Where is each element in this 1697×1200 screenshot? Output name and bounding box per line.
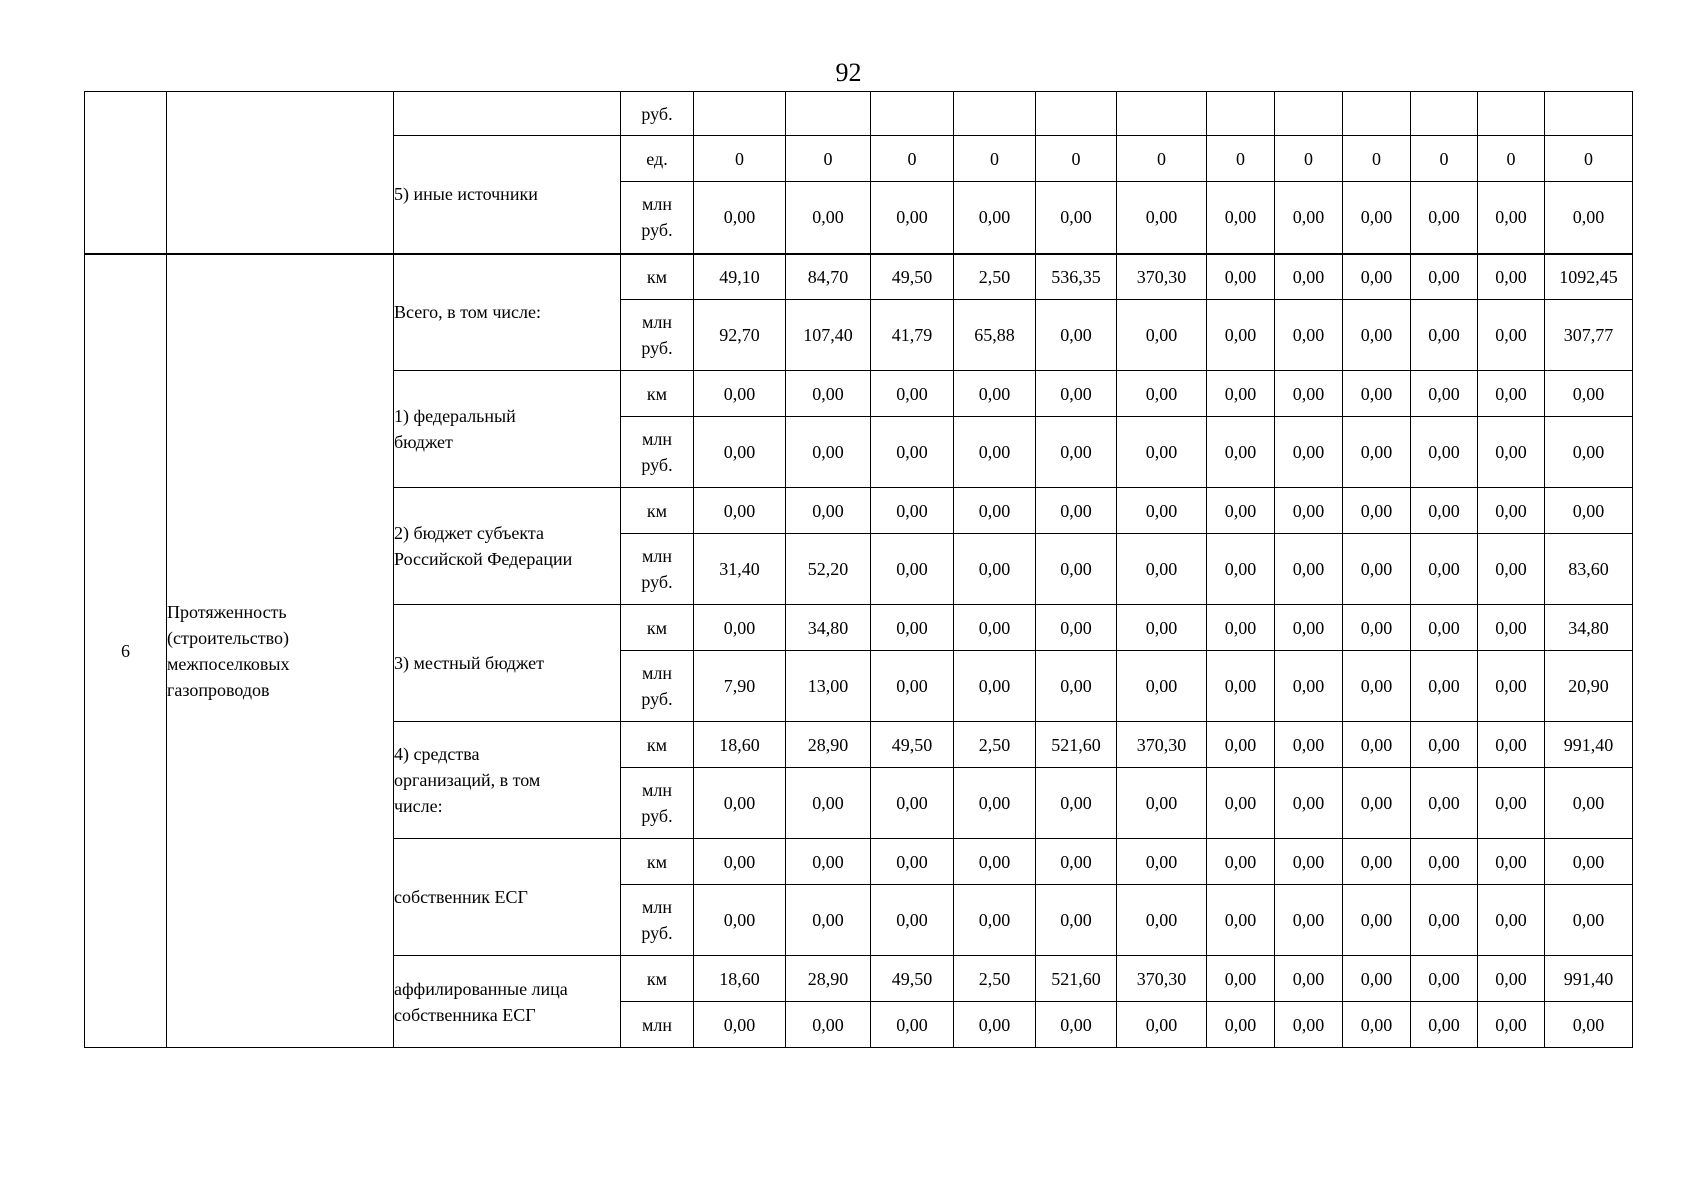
unit-cell: млн руб. bbox=[621, 885, 694, 956]
value-cell: 7,90 bbox=[694, 651, 786, 722]
value-cell: 0,00 bbox=[1343, 300, 1411, 371]
value-cell: 0,00 bbox=[1207, 722, 1275, 768]
unit-cell: км bbox=[621, 956, 694, 1002]
value-cell: 31,40 bbox=[694, 534, 786, 605]
value-cell: 0,00 bbox=[1207, 605, 1275, 651]
table-row bbox=[85, 254, 1633, 300]
value-cell: 0,00 bbox=[1343, 722, 1411, 768]
table-body bbox=[85, 92, 1633, 1048]
value-cell: 536,35 bbox=[1036, 254, 1117, 300]
value-cell: 0,00 bbox=[1117, 182, 1207, 254]
value-cell: 0,00 bbox=[1275, 182, 1343, 254]
value-cell: 1092,45 bbox=[1545, 254, 1633, 300]
value-cell: 0,00 bbox=[1545, 839, 1633, 885]
value-cell: 0,00 bbox=[786, 182, 871, 254]
value-cell: 0,00 bbox=[1207, 768, 1275, 839]
budget-table bbox=[84, 91, 1633, 1048]
value-cell: 13,00 bbox=[786, 651, 871, 722]
value-cell: 0,00 bbox=[1036, 371, 1117, 417]
value-cell: 0,00 bbox=[871, 371, 954, 417]
value-cell: 2,50 bbox=[954, 254, 1036, 300]
value-cell: 0,00 bbox=[1411, 254, 1478, 300]
value-cell: 0,00 bbox=[1036, 534, 1117, 605]
value-cell: 34,80 bbox=[786, 605, 871, 651]
value-cell bbox=[1411, 92, 1478, 136]
value-cell: 0,00 bbox=[1545, 182, 1633, 254]
value-cell: 0 bbox=[1343, 136, 1411, 182]
value-cell: 0,00 bbox=[694, 417, 786, 488]
value-cell: 0,00 bbox=[1275, 417, 1343, 488]
value-cell: 0,00 bbox=[1275, 371, 1343, 417]
value-cell: 0,00 bbox=[871, 534, 954, 605]
value-cell: 0,00 bbox=[1207, 956, 1275, 1002]
value-cell: 0 bbox=[1036, 136, 1117, 182]
value-cell: 83,60 bbox=[1545, 534, 1633, 605]
value-cell: 0,00 bbox=[1478, 182, 1545, 254]
value-cell: 0,00 bbox=[1545, 1002, 1633, 1048]
value-cell: 0,00 bbox=[786, 371, 871, 417]
value-cell: 18,60 bbox=[694, 722, 786, 768]
value-cell: 0,00 bbox=[1478, 534, 1545, 605]
value-cell: 0,00 bbox=[1275, 839, 1343, 885]
value-cell: 28,90 bbox=[786, 722, 871, 768]
value-cell: 0,00 bbox=[1117, 885, 1207, 956]
value-cell: 0,00 bbox=[1275, 488, 1343, 534]
value-cell: 107,40 bbox=[786, 300, 871, 371]
value-cell: 0,00 bbox=[954, 605, 1036, 651]
value-cell: 0,00 bbox=[1411, 839, 1478, 885]
value-cell: 0 bbox=[1545, 136, 1633, 182]
value-cell: 0,00 bbox=[1545, 371, 1633, 417]
source-cell: 1) федеральный бюджет bbox=[394, 371, 621, 488]
value-cell: 0,00 bbox=[1275, 1002, 1343, 1048]
value-cell: 0,00 bbox=[1275, 605, 1343, 651]
value-cell: 0,00 bbox=[1036, 300, 1117, 371]
value-cell: 0,00 bbox=[1411, 300, 1478, 371]
number-cell bbox=[85, 92, 167, 254]
value-cell: 0 bbox=[871, 136, 954, 182]
value-cell: 0,00 bbox=[1343, 254, 1411, 300]
value-cell: 0,00 bbox=[1275, 300, 1343, 371]
value-cell: 0,00 bbox=[871, 182, 954, 254]
unit-cell: ед. bbox=[621, 136, 694, 182]
value-cell: 0,00 bbox=[1275, 534, 1343, 605]
value-cell: 0,00 bbox=[694, 768, 786, 839]
value-cell: 0,00 bbox=[1207, 417, 1275, 488]
value-cell: 521,60 bbox=[1036, 722, 1117, 768]
value-cell: 0,00 bbox=[1117, 371, 1207, 417]
value-cell: 0,00 bbox=[1411, 371, 1478, 417]
value-cell: 0,00 bbox=[1343, 1002, 1411, 1048]
value-cell: 34,80 bbox=[1545, 605, 1633, 651]
value-cell: 0,00 bbox=[1275, 885, 1343, 956]
value-cell: 370,30 bbox=[1117, 722, 1207, 768]
value-cell: 0,00 bbox=[1411, 885, 1478, 956]
value-cell: 18,60 bbox=[694, 956, 786, 1002]
source-cell: собственник ЕСГ bbox=[394, 839, 621, 956]
indicator-number: 6 bbox=[85, 254, 167, 1048]
value-cell bbox=[1478, 92, 1545, 136]
value-cell: 0,00 bbox=[694, 605, 786, 651]
value-cell: 521,60 bbox=[1036, 956, 1117, 1002]
value-cell: 370,30 bbox=[1117, 254, 1207, 300]
value-cell: 0,00 bbox=[871, 488, 954, 534]
value-cell: 20,90 bbox=[1545, 651, 1633, 722]
table-row bbox=[85, 92, 1633, 136]
unit-cell: млн руб. bbox=[621, 534, 694, 605]
unit-cell: км bbox=[621, 722, 694, 768]
value-cell: 0,00 bbox=[954, 534, 1036, 605]
value-cell: 0,00 bbox=[1545, 488, 1633, 534]
value-cell: 0,00 bbox=[1478, 488, 1545, 534]
value-cell: 49,50 bbox=[871, 956, 954, 1002]
value-cell: 0,00 bbox=[694, 182, 786, 254]
value-cell: 0,00 bbox=[1036, 488, 1117, 534]
value-cell: 0,00 bbox=[1411, 768, 1478, 839]
value-cell: 0,00 bbox=[871, 605, 954, 651]
value-cell: 0,00 bbox=[1117, 1002, 1207, 1048]
value-cell: 84,70 bbox=[786, 254, 871, 300]
value-cell: 0,00 bbox=[694, 885, 786, 956]
value-cell: 0,00 bbox=[1036, 768, 1117, 839]
value-cell: 0,00 bbox=[1343, 956, 1411, 1002]
unit-cell: млн bbox=[621, 1002, 694, 1048]
value-cell: 0,00 bbox=[1478, 651, 1545, 722]
value-cell: 0,00 bbox=[1478, 839, 1545, 885]
value-cell: 0,00 bbox=[1036, 182, 1117, 254]
value-cell: 49,10 bbox=[694, 254, 786, 300]
value-cell: 0,00 bbox=[1478, 605, 1545, 651]
value-cell bbox=[1036, 92, 1117, 136]
value-cell: 0,00 bbox=[786, 885, 871, 956]
value-cell: 0,00 bbox=[1207, 885, 1275, 956]
page-number: 92 bbox=[835, 58, 862, 87]
value-cell: 0,00 bbox=[1207, 371, 1275, 417]
unit-cell: млн руб. bbox=[621, 768, 694, 839]
value-cell: 0,00 bbox=[1478, 956, 1545, 1002]
value-cell: 0,00 bbox=[1275, 651, 1343, 722]
value-cell: 0,00 bbox=[871, 417, 954, 488]
unit-cell: км bbox=[621, 839, 694, 885]
value-cell: 0,00 bbox=[954, 885, 1036, 956]
value-cell bbox=[1343, 92, 1411, 136]
value-cell: 0,00 bbox=[1411, 417, 1478, 488]
value-cell: 0,00 bbox=[1036, 885, 1117, 956]
value-cell bbox=[694, 92, 786, 136]
value-cell: 0,00 bbox=[1343, 768, 1411, 839]
value-cell: 0,00 bbox=[1275, 956, 1343, 1002]
value-cell: 370,30 bbox=[1117, 956, 1207, 1002]
source-cell: 2) бюджет субъекта Российской Федерации bbox=[394, 488, 621, 605]
value-cell: 0,00 bbox=[954, 839, 1036, 885]
source-cell: 5) иные источники bbox=[394, 136, 621, 254]
value-cell: 0 bbox=[1117, 136, 1207, 182]
source-cell: Всего, в том числе: bbox=[394, 254, 621, 371]
value-cell: 0,00 bbox=[1275, 722, 1343, 768]
value-cell: 0,00 bbox=[1117, 651, 1207, 722]
source-cell: 3) местный бюджет bbox=[394, 605, 621, 722]
value-cell: 0,00 bbox=[871, 885, 954, 956]
value-cell bbox=[1275, 92, 1343, 136]
value-cell: 0,00 bbox=[1207, 488, 1275, 534]
value-cell: 0,00 bbox=[954, 651, 1036, 722]
value-cell: 2,50 bbox=[954, 722, 1036, 768]
value-cell: 0,00 bbox=[1117, 417, 1207, 488]
value-cell: 0,00 bbox=[786, 839, 871, 885]
unit-cell: млн руб. bbox=[621, 417, 694, 488]
value-cell bbox=[954, 92, 1036, 136]
unit-cell: млн руб. bbox=[621, 300, 694, 371]
value-cell: 0,00 bbox=[1411, 182, 1478, 254]
value-cell: 0 bbox=[1411, 136, 1478, 182]
value-cell: 0,00 bbox=[1411, 605, 1478, 651]
value-cell: 0 bbox=[786, 136, 871, 182]
value-cell: 0,00 bbox=[1478, 300, 1545, 371]
value-cell: 0,00 bbox=[1478, 1002, 1545, 1048]
value-cell: 0,00 bbox=[954, 488, 1036, 534]
value-cell: 0,00 bbox=[1207, 534, 1275, 605]
unit-cell: млн руб. bbox=[621, 651, 694, 722]
value-cell: 0,00 bbox=[954, 768, 1036, 839]
value-cell: 0,00 bbox=[1117, 488, 1207, 534]
value-cell: 0,00 bbox=[1411, 651, 1478, 722]
value-cell: 0,00 bbox=[786, 417, 871, 488]
value-cell: 0,00 bbox=[694, 488, 786, 534]
value-cell: 0,00 bbox=[694, 371, 786, 417]
value-cell: 0 bbox=[954, 136, 1036, 182]
value-cell: 0,00 bbox=[1275, 254, 1343, 300]
value-cell: 0 bbox=[1478, 136, 1545, 182]
value-cell: 0,00 bbox=[1036, 417, 1117, 488]
value-cell: 307,77 bbox=[1545, 300, 1633, 371]
value-cell: 0,00 bbox=[954, 371, 1036, 417]
value-cell: 0,00 bbox=[954, 1002, 1036, 1048]
value-cell: 0,00 bbox=[1117, 534, 1207, 605]
value-cell: 0,00 bbox=[1545, 417, 1633, 488]
value-cell: 0,00 bbox=[1343, 839, 1411, 885]
value-cell: 0,00 bbox=[1343, 885, 1411, 956]
value-cell: 0,00 bbox=[871, 1002, 954, 1048]
value-cell: 0,00 bbox=[1117, 768, 1207, 839]
value-cell: 92,70 bbox=[694, 300, 786, 371]
value-cell: 0,00 bbox=[1207, 839, 1275, 885]
value-cell: 0,00 bbox=[1411, 956, 1478, 1002]
value-cell: 0,00 bbox=[1478, 417, 1545, 488]
value-cell: 0,00 bbox=[1036, 651, 1117, 722]
value-cell: 0,00 bbox=[1343, 371, 1411, 417]
unit-cell: км bbox=[621, 488, 694, 534]
value-cell: 0,00 bbox=[1207, 300, 1275, 371]
value-cell: 0,00 bbox=[1478, 254, 1545, 300]
value-cell: 0,00 bbox=[1478, 722, 1545, 768]
value-cell: 0,00 bbox=[1275, 768, 1343, 839]
value-cell bbox=[1117, 92, 1207, 136]
source-cell bbox=[394, 92, 621, 136]
value-cell: 0,00 bbox=[786, 1002, 871, 1048]
value-cell: 0,00 bbox=[1343, 417, 1411, 488]
value-cell: 65,88 bbox=[954, 300, 1036, 371]
indicator-cell bbox=[167, 92, 394, 254]
value-cell: 0,00 bbox=[1117, 605, 1207, 651]
value-cell: 0,00 bbox=[1343, 534, 1411, 605]
value-cell: 2,50 bbox=[954, 956, 1036, 1002]
value-cell: 0,00 bbox=[694, 839, 786, 885]
unit-cell: км bbox=[621, 371, 694, 417]
value-cell: 49,50 bbox=[871, 722, 954, 768]
value-cell: 0,00 bbox=[871, 839, 954, 885]
value-cell: 0,00 bbox=[1343, 488, 1411, 534]
value-cell: 0,00 bbox=[1117, 839, 1207, 885]
unit-cell: км bbox=[621, 254, 694, 300]
value-cell: 991,40 bbox=[1545, 956, 1633, 1002]
value-cell: 0,00 bbox=[1117, 300, 1207, 371]
unit-cell: км bbox=[621, 605, 694, 651]
value-cell: 0,00 bbox=[954, 417, 1036, 488]
value-cell: 0,00 bbox=[1411, 488, 1478, 534]
value-cell: 0 bbox=[1275, 136, 1343, 182]
value-cell: 0 bbox=[694, 136, 786, 182]
value-cell: 0,00 bbox=[1411, 1002, 1478, 1048]
value-cell: 0,00 bbox=[1207, 254, 1275, 300]
value-cell: 49,50 bbox=[871, 254, 954, 300]
value-cell: 0,00 bbox=[871, 768, 954, 839]
value-cell: 28,90 bbox=[786, 956, 871, 1002]
value-cell: 0,00 bbox=[1545, 885, 1633, 956]
value-cell: 0,00 bbox=[1207, 182, 1275, 254]
value-cell: 0,00 bbox=[786, 488, 871, 534]
value-cell bbox=[786, 92, 871, 136]
value-cell: 0,00 bbox=[786, 768, 871, 839]
indicator-name: Протяженность (строительство) межпоселковых газопроводов bbox=[167, 254, 394, 1048]
value-cell bbox=[871, 92, 954, 136]
value-cell: 0,00 bbox=[1036, 605, 1117, 651]
value-cell: 0,00 bbox=[1036, 1002, 1117, 1048]
value-cell: 0,00 bbox=[694, 1002, 786, 1048]
value-cell: 0,00 bbox=[1545, 768, 1633, 839]
value-cell: 0,00 bbox=[1343, 182, 1411, 254]
source-cell: 4) средства организаций, в том числе: bbox=[394, 722, 621, 839]
value-cell bbox=[1545, 92, 1633, 136]
value-cell: 0,00 bbox=[1207, 651, 1275, 722]
value-cell: 0,00 bbox=[1343, 605, 1411, 651]
unit-cell: руб. bbox=[621, 92, 694, 136]
value-cell: 991,40 bbox=[1545, 722, 1633, 768]
value-cell: 0 bbox=[1207, 136, 1275, 182]
value-cell: 0,00 bbox=[1478, 885, 1545, 956]
value-cell: 0,00 bbox=[1478, 371, 1545, 417]
value-cell: 0,00 bbox=[1036, 839, 1117, 885]
unit-cell: млн руб. bbox=[621, 182, 694, 254]
value-cell: 0,00 bbox=[1343, 651, 1411, 722]
value-cell: 0,00 bbox=[1478, 768, 1545, 839]
value-cell: 0,00 bbox=[1207, 1002, 1275, 1048]
source-cell: аффилированные лица собственника ЕСГ bbox=[394, 956, 621, 1048]
value-cell bbox=[1207, 92, 1275, 136]
value-cell: 52,20 bbox=[786, 534, 871, 605]
value-cell: 0,00 bbox=[1411, 534, 1478, 605]
value-cell: 41,79 bbox=[871, 300, 954, 371]
value-cell: 0,00 bbox=[871, 651, 954, 722]
value-cell: 0,00 bbox=[1411, 722, 1478, 768]
value-cell: 0,00 bbox=[954, 182, 1036, 254]
